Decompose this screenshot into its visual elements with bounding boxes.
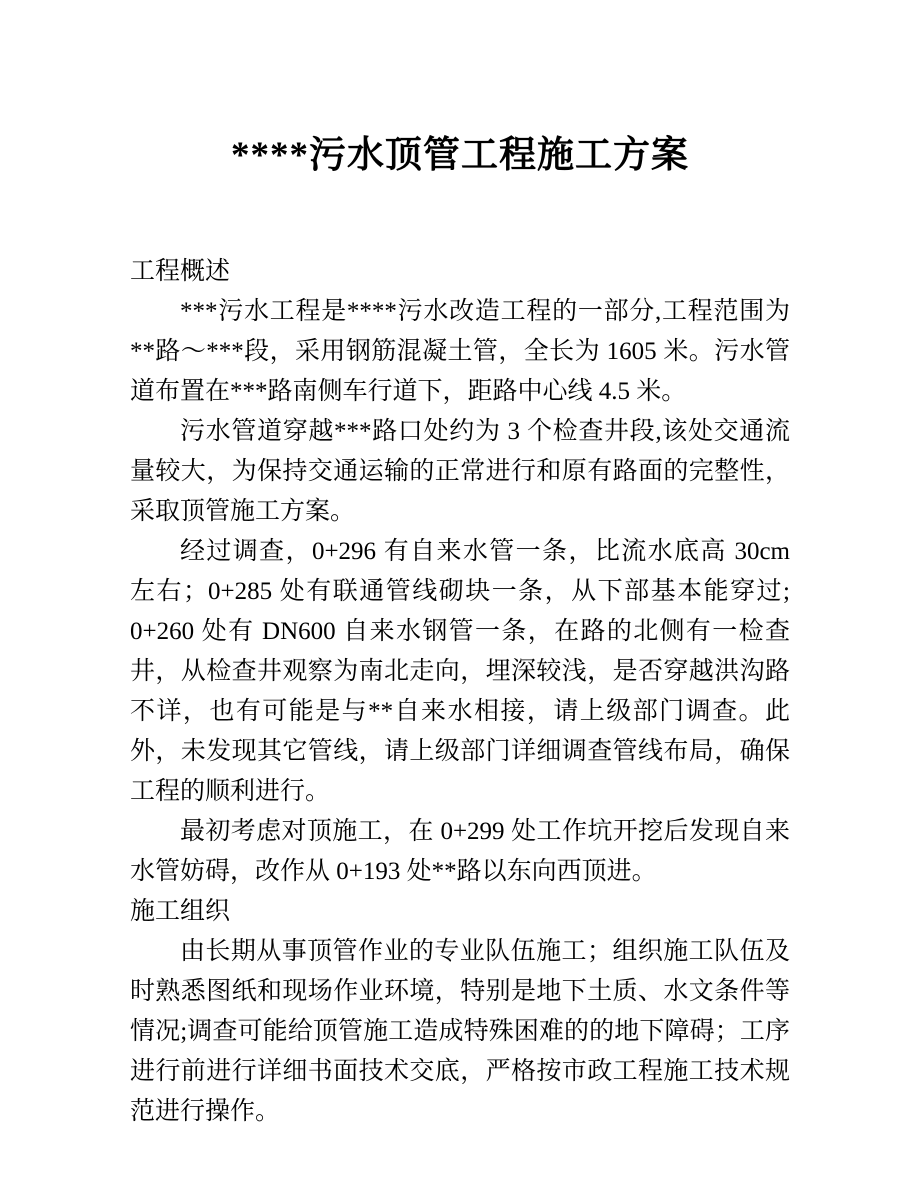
document-title: ****污水顶管工程施工方案 bbox=[231, 135, 689, 176]
section-heading-overview: 工程概述 bbox=[130, 258, 231, 285]
paragraph: ***污水工程是****污水改造工程的一部分,工程范围为**路～***段，采用钢筋混凝土管，全长为 1605 米。污水管道布置在***路南侧车行道下，距路中心线 4.5 米。 bbox=[130, 298, 790, 405]
section-heading-organization: 施工组织 bbox=[130, 898, 231, 925]
paragraph: 由长期从事顶管作业的专业队伍施工；组织施工队伍及时熟悉图纸和现场作业环境，特别是地下土质、水文条件等情况;调查可能给顶管施工造成特殊困难的的地下障碍；工序进行前进行详细书面技术交底，严格按市政工程施工技术规范进行操作。 bbox=[130, 938, 790, 1125]
paragraph: 经过调查，0+296 有自来水管一条，比流水底高 30cm 左右；0+285 处有联通管线砌块一条，从下部基本能穿过; 0+260 处有 DN600 自来水钢管一条，在路的北侧有一检查井，从检查井观察为南北走向，埋深较浅，是否穿越洪沟路不详，也有可能是与**自来水相接，请上级部门调查。此外，未发现其它管线，请上级部门详细调查管线布局，确保工程的顺利进行。 bbox=[130, 538, 790, 805]
paragraph: 最初考虑对顶施工，在 0+299 处工作坑开挖后发现自来水管妨碍，改作从 0+193 处**路以东向西顶进。 bbox=[130, 818, 790, 885]
document-body bbox=[130, 252, 790, 1132]
paragraph: 污水管道穿越***路口处约为 3 个检查井段,该处交通流量较大，为保持交通运输的正常进行和原有路面的完整性，采取顶管施工方案。 bbox=[130, 418, 790, 525]
